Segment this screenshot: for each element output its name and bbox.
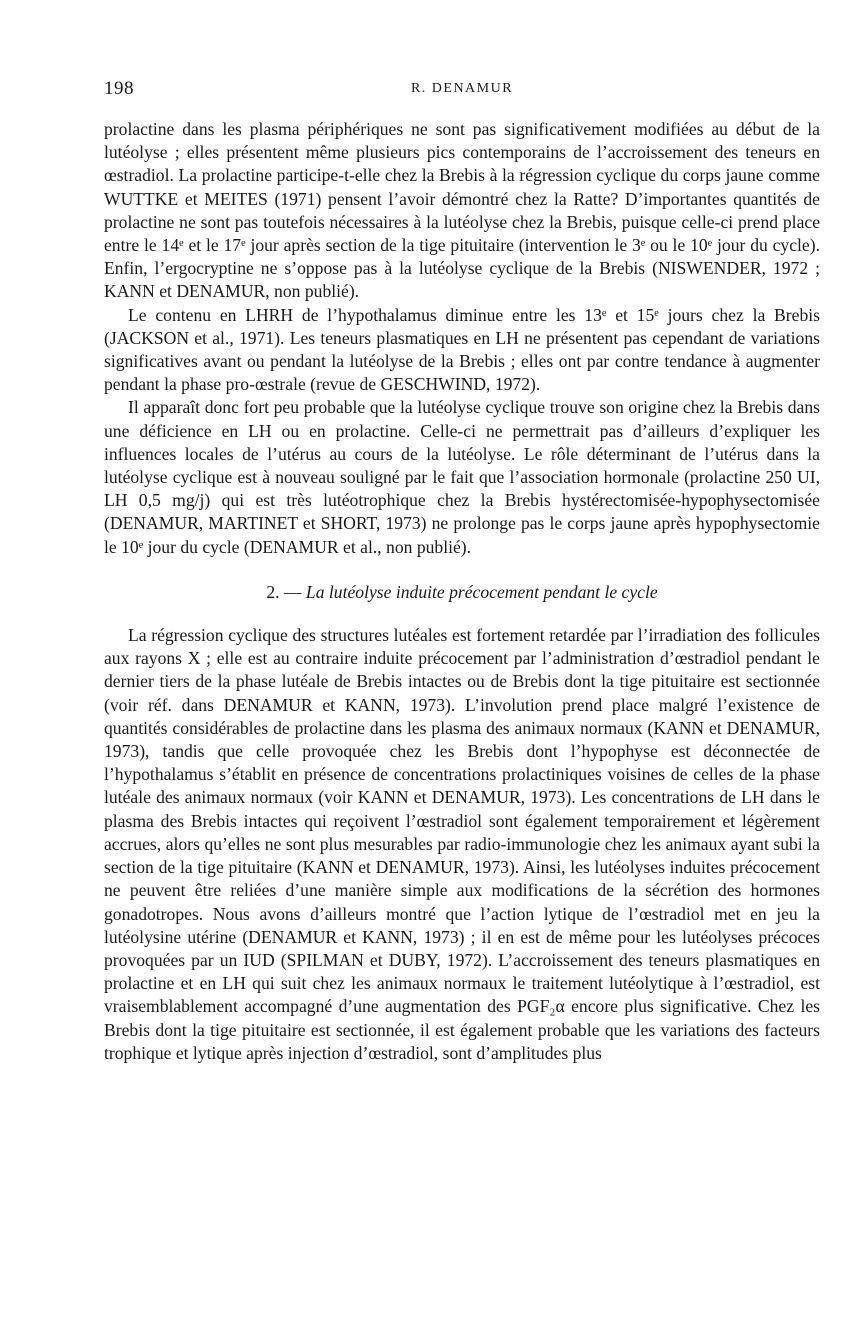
page-number: 198 (104, 78, 134, 99)
section-title: La lutéolyse induite précocement pendant le cycle (305, 581, 658, 602)
paragraph-lhrh: Le contenu en LHRH de l’hypothalamus diminue entre les 13ᵉ et 15ᵉ jours chez la Brebis (JACKSON et al., 1971). Les teneurs plasmatiques en LH ne présentent pas cependant de variations significatives avant ou pendant la lutéolyse de la Brebis ; elles ont par contre tendance à augmenter pendant la phase pro-œstrale (revue de GESCHWIND, 1972). (104, 304, 820, 395)
paragraph-conclusion: Il apparaît donc fort peu probable que la lutéolyse cyclique trouve son origine chez la Brebis dans une déficience en LH ou en prolactine. Celle-ci ne permettrait pas d’ailleurs d’expliquer les influences locales de l’utérus au cours de la lutéolyse. Le rôle déterminant de l’utérus dans la lutéolyse cyclique est à nouveau souligné par le fait que l’association hormonale (prolactine 250 UI, LH 0,5 mg/j) qui est très lutéotrophique chez la Brebis hystérectomisée-hypophysectomisée (DENAMUR, MARTINET et SHORT, 1973) ne prolonge pas le corps jaune après hypophysectomie le 10ᵉ jour du cycle (DENAMUR et al., non publié). (104, 397, 820, 557)
section-number: 2. — (266, 581, 302, 602)
paragraph-induced-luteolysis: La régression cyclique des structures lutéales est fortement retardée par l’irradiation des follicules aux rayons X ; elle est au contraire induite précocement par l’administration d’œstradiol pendant le dernier tiers de la phase lutéale de Brebis intactes ou de Brebis dont la tige pituitaire est sectionnée (voir réf. dans DENAMUR et KANN, 1973). L’involution prend place malgré l’existence de quantités considérables de prolactine dans les plasma des animaux normaux (KANN et DENAMUR, 1973), tandis que celle provoquée chez les Brebis dont l’hypophyse est déconnectée de l’hypothalamus s’établit en présence de concentrations prolactiniques voisines de celles de la phase lutéale des animaux normaux (voir KANN et DENAMUR, 1973). Les concentrations de LH dans le plasma des Brebis intactes qui reçoivent l’œstradiol sont également temporairement et légèrement accrues, alors qu’elles ne sont plus mesurables par radio-immunologie chez les animaux ayant subi la section de la tige pituitaire (KANN et DENAMUR, 1973). Ainsi, les lutéolyses induites précocement ne peuvent être reliées d’une manière simple aux modifications de la sécrétion des hormones gonadotropes. Nous avons d’ailleurs montré que l’action lytique de l’œstradiol met en jeu la lutéolysine utérine (DENAMUR et KANN, 1973) ; il en est de même pour les lutéolyses précoces provoquées par un IUD (SPILMAN et DUBY, 1972). L’accroissement des teneurs plasmatiques en prolactine et en LH qui suit chez les animaux normaux le traitement lutéolytique à l’œstradiol, est vraisemblablement accompagné d’une augmentation des PGF₂α encore plus significative. Chez les Brebis dont la tige pituitaire est sectionnée, il est également probable que les variations des facteurs trophique et lytique après injection d’œstradiol, sont d’amplitudes plus (104, 625, 820, 1063)
running-head: R. DENAMUR (410, 81, 514, 96)
paragraph-continuation: prolactine dans les plasma périphériques ne sont pas significativement modifiées au début de la lutéolyse ; elles présentent même plusieurs pics contemporains de l’accroissement des teneurs en œstradiol. La prolactine participe-t-elle chez la Brebis à la régression cyclique du corps jaune comme WUTTKE et MEITES (1971) pensent l’avoir démontré chez la Ratte? D’importantes quantités de prolactine ne sont pas toutefois nécessaires à la lutéolyse chez la Brebis, puisque celle-ci prend place entre le 14ᵉ et le 17ᵉ jour après section de la tige pituitaire (intervention le 3ᵉ ou le 10ᵉ jour du cycle). Enfin, l’ergocryptine ne s’oppose pas à la lutéolyse cyclique de la Brebis (NISWENDER, 1972 ; KANN et DENAMUR, non publié). (104, 119, 820, 302)
page-header (104, 78, 820, 108)
body-text (104, 118, 820, 1065)
section-heading (104, 581, 820, 604)
